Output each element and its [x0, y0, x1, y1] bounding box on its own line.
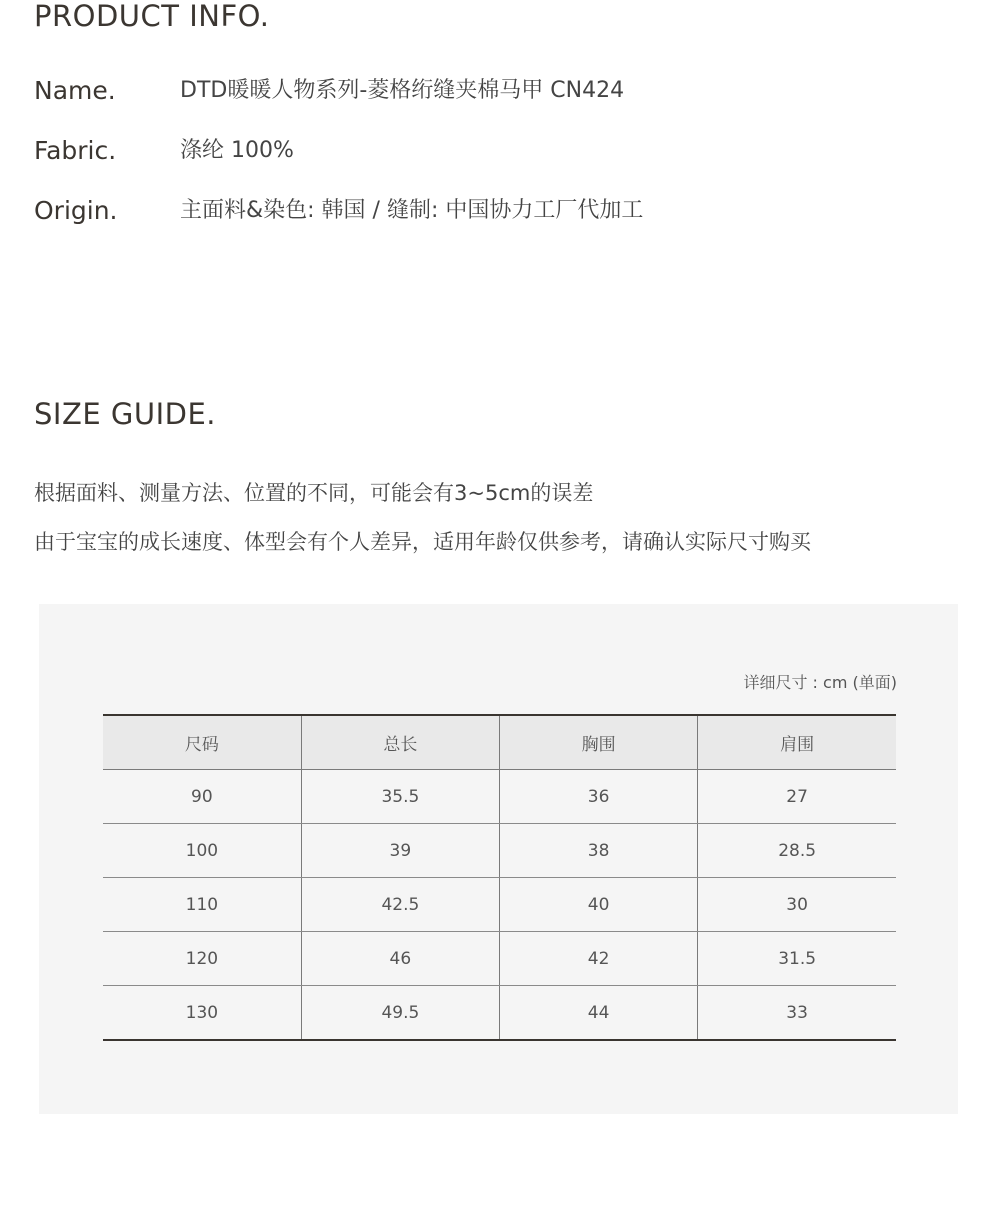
unit-note: 详细尺寸 : cm (单面): [743, 673, 897, 692]
cell-total-length: 42.5: [301, 878, 499, 932]
cell-size: 100: [103, 824, 301, 878]
name-label: Name.: [34, 76, 116, 105]
cell-chest: 38: [500, 824, 698, 878]
info-row-fabric: [34, 134, 934, 168]
table-row: [103, 932, 896, 986]
size-chart-panel: [39, 604, 958, 1114]
info-row-origin: [34, 194, 934, 228]
header-shoulder: 肩围: [698, 715, 896, 770]
cell-chest: 42: [500, 932, 698, 986]
product-info-heading: PRODUCT INFO.: [34, 0, 270, 33]
table-row: [103, 770, 896, 824]
origin-value: 主面料&染色: 韩国 / 缝制: 中国协力工厂代加工: [180, 198, 644, 223]
cell-total-length: 49.5: [301, 986, 499, 1041]
cell-chest: 40: [500, 878, 698, 932]
header-chest: 胸围: [500, 715, 698, 770]
fabric-label: Fabric.: [34, 136, 117, 165]
size-table: [103, 714, 896, 1041]
cell-size: 90: [103, 770, 301, 824]
cell-total-length: 35.5: [301, 770, 499, 824]
fabric-value: 涤纶 100%: [180, 138, 294, 163]
info-row-name: [34, 74, 934, 108]
cell-chest: 36: [500, 770, 698, 824]
table-header-row: [103, 715, 896, 770]
table-row: [103, 878, 896, 932]
table-row: [103, 824, 896, 878]
size-guide-heading: SIZE GUIDE.: [34, 397, 216, 431]
cell-shoulder: 31.5: [698, 932, 896, 986]
header-size: 尺码: [103, 715, 301, 770]
name-value: DTD暖暖人物系列-菱格绗缝夹棉马甲 CN424: [180, 78, 625, 103]
cell-shoulder: 27: [698, 770, 896, 824]
size-note-measurement-error: 根据面料、测量方法、位置的不同，可能会有3~5cm的误差: [34, 481, 594, 505]
cell-size: 130: [103, 986, 301, 1041]
cell-size: 120: [103, 932, 301, 986]
table-row: [103, 986, 896, 1041]
cell-shoulder: 30: [698, 878, 896, 932]
cell-total-length: 39: [301, 824, 499, 878]
cell-total-length: 46: [301, 932, 499, 986]
size-note-age-reference: 由于宝宝的成长速度、体型会有个人差异，适用年龄仅供参考，请确认实际尺寸购买: [34, 530, 811, 554]
cell-chest: 44: [500, 986, 698, 1041]
header-total-length: 总长: [301, 715, 499, 770]
origin-label: Origin.: [34, 196, 118, 225]
cell-size: 110: [103, 878, 301, 932]
cell-shoulder: 33: [698, 986, 896, 1041]
cell-shoulder: 28.5: [698, 824, 896, 878]
